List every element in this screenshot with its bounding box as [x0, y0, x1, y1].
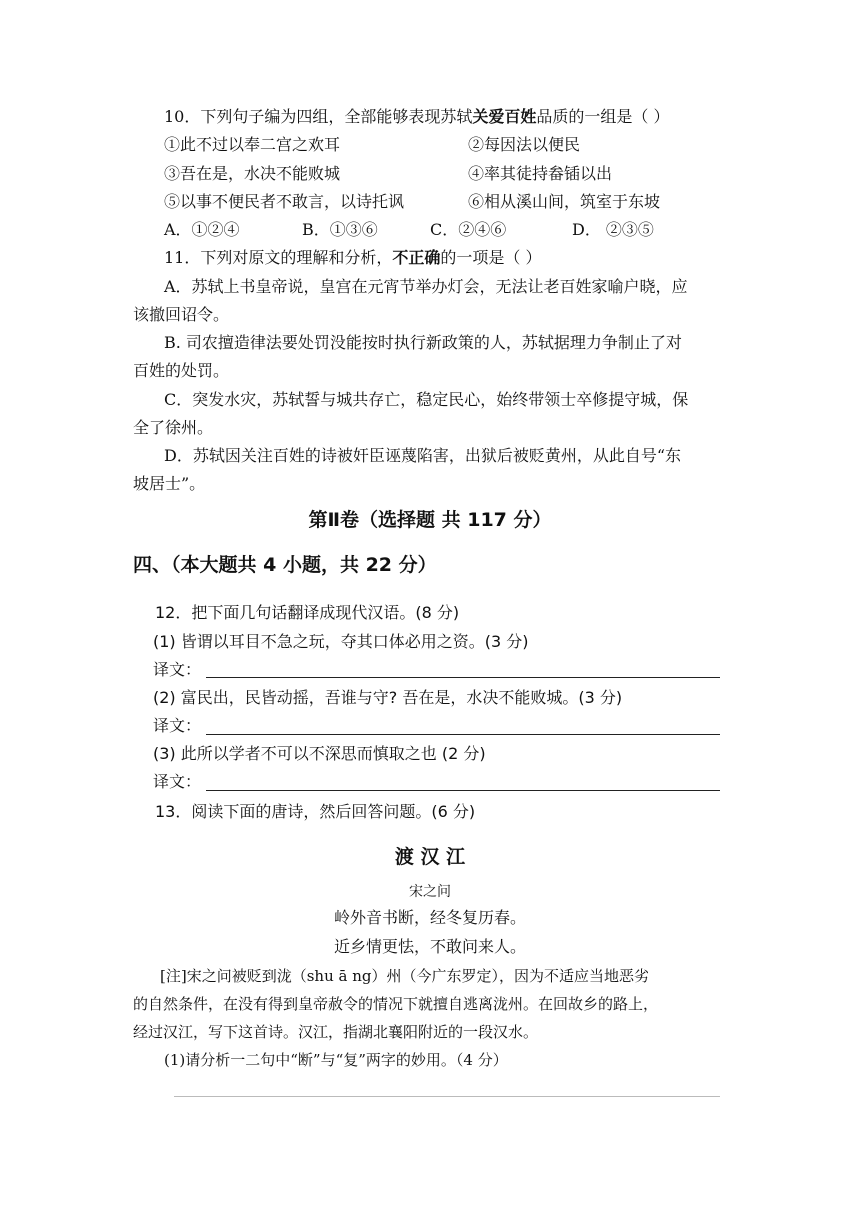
poem-author: 宋之问 — [409, 884, 451, 900]
q11-option-a-line1: A．苏轼上书皇帝说，皇宫在元宵节举办灯会，无法让老百姓家喻户晓，应 — [164, 277, 688, 296]
q13-stem: 13．阅读下面的唐诗，然后回答问题。(6 分) — [155, 802, 476, 821]
q10-stem-text: 10．下列句子编为四组，全部能够表现苏轼 — [164, 107, 473, 126]
q10-sentence-1: ①此不过以奉二宫之欢耳 — [164, 135, 341, 154]
q12-answer-line-3[interactable] — [206, 790, 720, 791]
poem-line-2: 近乡情更怯，不敢问来人。 — [333, 937, 526, 956]
q12-translation-label-2: 译文： — [153, 716, 202, 735]
q13-subquestion-1: (1)请分析一二句中“断”与“复”两字的妙用。（4 分） — [164, 1051, 508, 1069]
q11-option-c-line2: 全了徐州。 — [133, 418, 214, 437]
q10-option-b: B．①③⑥ — [302, 220, 378, 239]
q11-stem-text: 11．下列对原文的理解和分析， — [164, 248, 393, 267]
q10-sentence-2: ②每因法以便民 — [468, 135, 581, 154]
q12-sentence-3: (3) 此所以学者不可以不深思而慎取之也 (2 分) — [153, 744, 486, 763]
q10-option-a: A．①②④ — [164, 220, 240, 239]
q11-stem — [164, 246, 541, 270]
q10-option-d: D． ②③⑤ — [572, 220, 654, 239]
q10-sentence-6: ⑥相从溪山间，筑室于东坡 — [468, 192, 661, 211]
q10-stem-emphasis: 关爱百姓 — [472, 107, 537, 126]
q11-option-d-line2: 坡居士”。 — [133, 474, 206, 493]
q13-answer-line[interactable] — [174, 1096, 720, 1097]
part2-title: 第Ⅱ卷（选择题 共 117 分） — [308, 509, 552, 531]
q12-answer-line-2[interactable] — [206, 734, 720, 735]
poem-note-line-3: 经过汉江，写下这首诗。汉江，指湖北襄阳附近的一段汉水。 — [133, 1023, 539, 1041]
q10-stem-tail: 品质的一组是（ ） — [536, 107, 670, 126]
q11-stem-emphasis: 不正确 — [392, 248, 441, 267]
q10-stem — [164, 105, 669, 129]
q11-option-b-line2: 百姓的处罚。 — [133, 361, 230, 380]
poem-note-line-1: [注]宋之问被贬到泷（shu ā ng）州（今广东罗定），因为不适应当地恶劣 — [160, 967, 649, 985]
poem-note-line-2: 的自然条件，在没有得到皇帝赦令的情况下就擅自逃离泷州。在回故乡的路上， — [133, 995, 659, 1013]
q10-sentence-3: ③吾在是，水决不能败城 — [164, 164, 341, 183]
section4-title: 四、（本大题共 4 小题，共 22 分） — [133, 554, 437, 576]
q10-sentence-5: ⑤以事不便民者不敢言，以诗托讽 — [164, 192, 405, 211]
q11-option-d-line1: D．苏轼因关注百姓的诗被奸臣诬蔑陷害，出狱后被贬黄州，从此自号“东 — [164, 446, 682, 465]
q11-stem-tail: 的一项是（ ） — [440, 248, 542, 267]
q12-translation-label-3: 译文： — [153, 772, 202, 791]
q11-option-b-line1: B. 司农擅造律法要处罚没能按时执行新政策的人，苏轼据理力争制止了对 — [164, 333, 682, 352]
q12-answer-line-1[interactable] — [206, 677, 720, 678]
q12-stem: 12．把下面几句话翻译成现代汉语。(8 分) — [155, 603, 460, 622]
q11-option-c-line1: C．突发水灾，苏轼誓与城共存亡，稳定民心，始终带领士卒修提守城，保 — [164, 390, 689, 409]
poem-title: 渡 汉 江 — [394, 846, 466, 868]
q10-option-c: C．②④⑥ — [430, 220, 507, 239]
q12-sentence-2: (2) 富民出，民皆动摇，吾谁与守? 吾在是，水决不能败城。(3 分) — [153, 688, 623, 707]
q12-sentence-1: (1) 皆谓以耳目不急之玩，夺其口体必用之资。(3 分) — [153, 632, 529, 651]
q10-sentence-4: ④率其徒持畚锸以出 — [468, 164, 613, 183]
q12-translation-label-1: 译文： — [153, 660, 202, 679]
q11-option-a-line2: 该撤回诏令。 — [133, 305, 230, 324]
poem-line-1: 岭外音书断，经冬复历春。 — [333, 908, 526, 927]
